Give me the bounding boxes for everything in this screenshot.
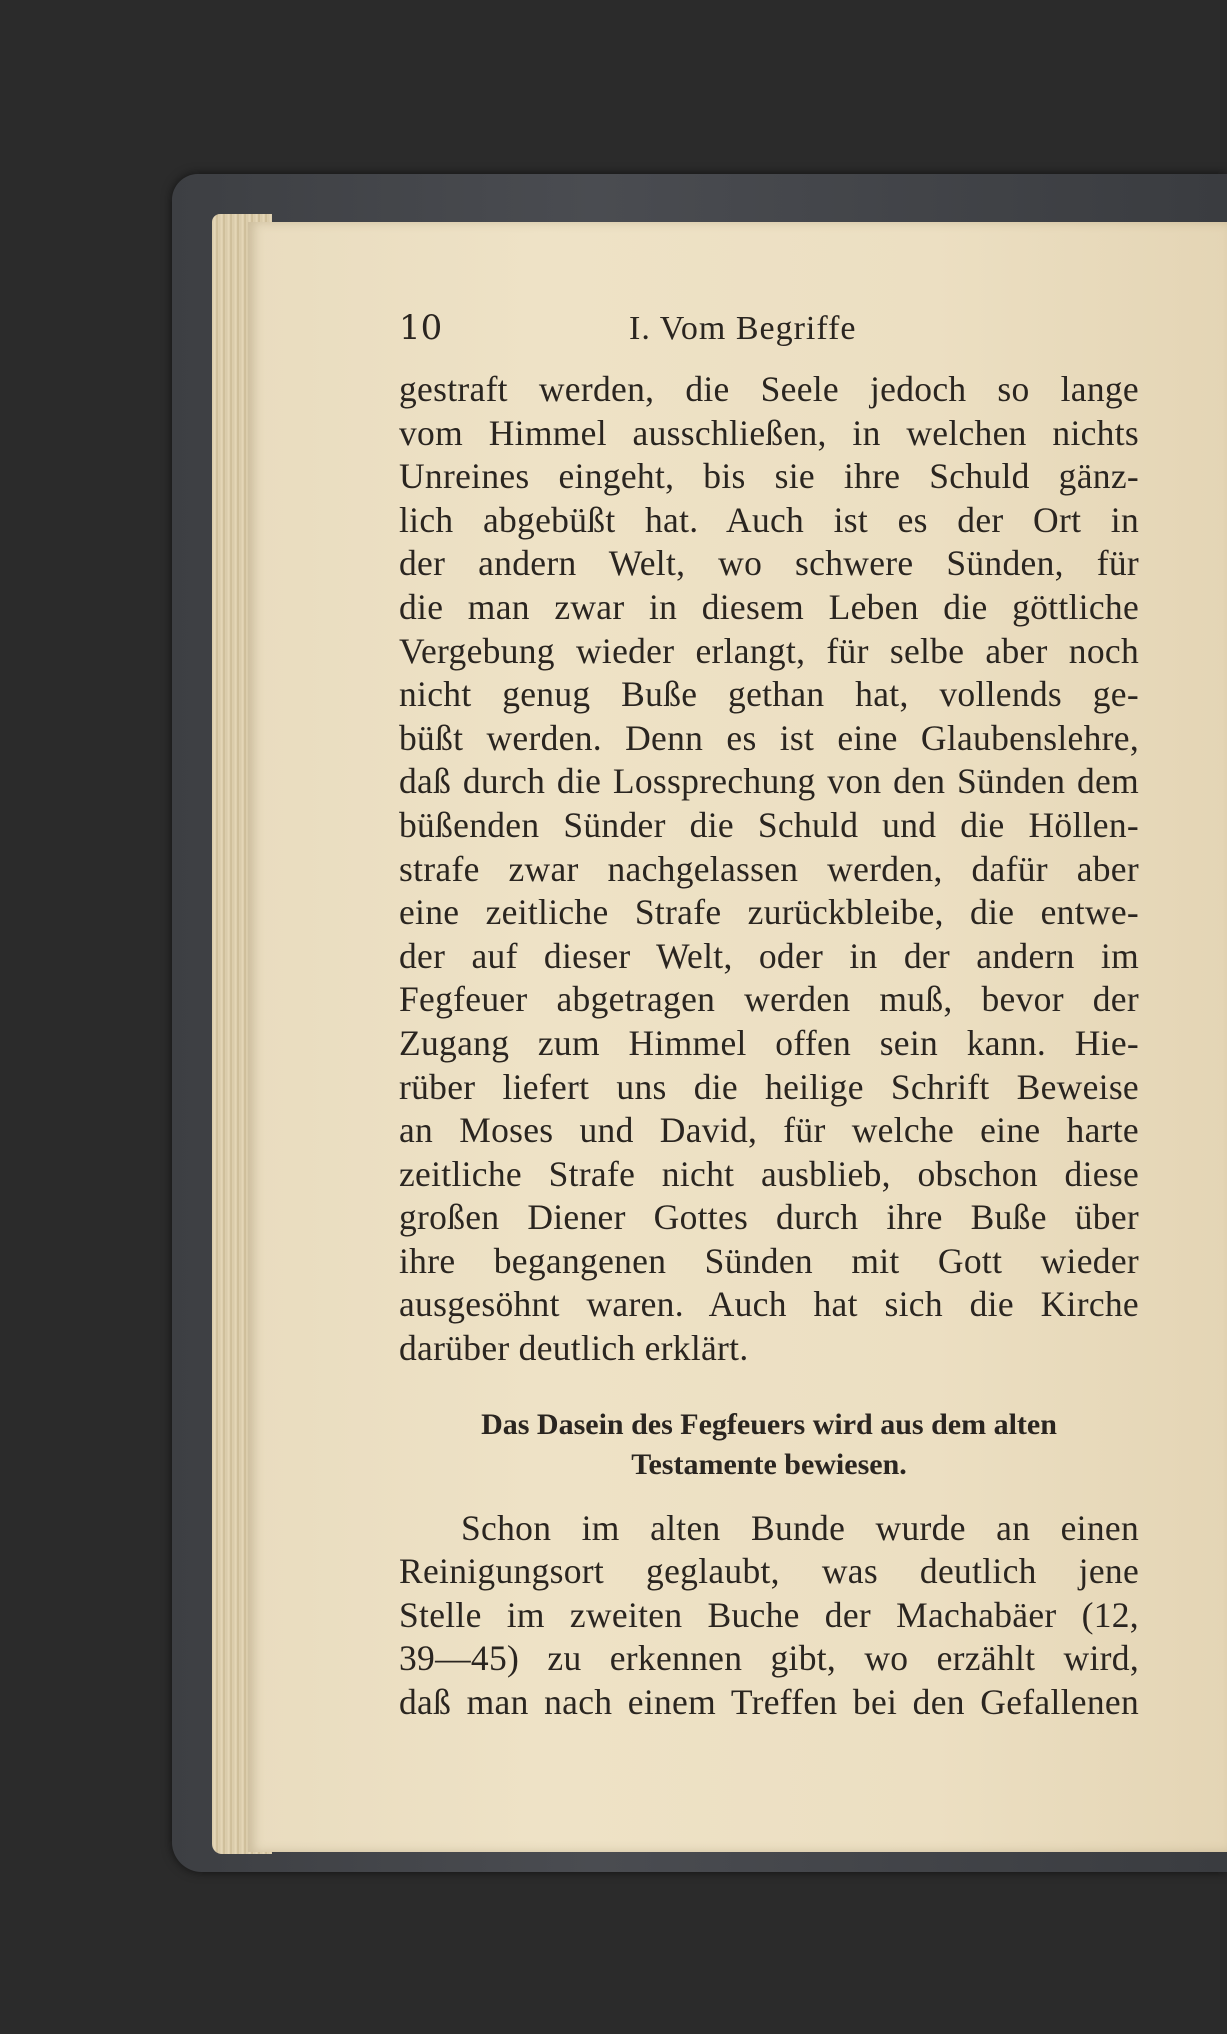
text-line: vom Himmel ausschließen, in welchen nichts	[399, 412, 1139, 453]
text-line: Schon im alten Bunde wurde an einen	[461, 1507, 1139, 1548]
text-line: an Moses und David, für welche eine harte	[399, 1110, 1139, 1151]
text-line: Zugang zum Himmel offen sein kann. Hie-	[399, 1022, 1139, 1063]
text-line: die man zwar in diesem Leben die göttliche	[399, 586, 1139, 627]
text-line: daß durch die Lossprechung von den Sünden dem	[399, 761, 1139, 802]
text-line: lich abgebüßt hat. Auch ist es der Ort in	[399, 499, 1139, 540]
text-line: strafe zwar nachgelassen werden, dafür aber	[399, 848, 1139, 889]
text-line: großen Diener Gottes durch ihre Buße über	[399, 1197, 1139, 1238]
section-heading-line: Das Dasein des Fegfeuers wird aus dem alten	[481, 1407, 1057, 1441]
text-line: der andern Welt, wo schwere Sünden, für	[399, 543, 1139, 584]
section-heading-line: Testamente bewiesen.	[631, 1447, 907, 1481]
running-head	[399, 308, 1139, 368]
text-line: gestraft werden, die Seele jedoch so lange	[399, 369, 1139, 409]
text-line: rüber liefert uns die heilige Schrift Beweise	[399, 1066, 1139, 1107]
paragraph-1	[399, 368, 1139, 1371]
running-title: I. Vom Begriffe	[629, 310, 857, 347]
text-line: darüber deutlich erklärt.	[399, 1328, 749, 1369]
text-line: daß man nach einem Treffen bei den Gefallenen	[399, 1682, 1139, 1723]
book-page	[248, 222, 1227, 1852]
text-line: Reinigungsort geglaubt, was deutlich jene	[399, 1551, 1139, 1592]
text-line: Stelle im zweiten Buche der Machabäer (12,	[399, 1594, 1139, 1635]
section-heading	[399, 1405, 1139, 1485]
page-content	[399, 308, 1139, 1725]
text-line: Unreines eingeht, bis sie ihre Schuld gänz-	[399, 456, 1139, 497]
text-line: eine zeitliche Strafe zurückbleibe, die entwe-	[399, 892, 1139, 933]
text-line: büßt werden. Denn es ist eine Glaubenslehre,	[399, 717, 1139, 758]
text-line: zeitliche Strafe nicht ausblieb, obschon diese	[399, 1153, 1139, 1194]
text-line: ausgesöhnt waren. Auch hat sich die Kirche	[399, 1284, 1139, 1325]
paragraph-2	[399, 1507, 1139, 1725]
text-line: Fegfeuer abgetragen werden muß, bevor der	[399, 979, 1139, 1020]
text-line: ihre begangenen Sünden mit Gott wieder	[399, 1240, 1139, 1281]
text-line: nicht genug Buße gethan hat, vollends ge-	[399, 674, 1139, 715]
text-line: Vergebung wieder erlangt, für selbe aber noch	[399, 630, 1139, 671]
text-line: büßenden Sünder die Schuld und die Höllen-	[399, 804, 1139, 845]
text-line: 39—45) zu erkennen gibt, wo erzählt wird,	[399, 1638, 1139, 1679]
text-line: der auf dieser Welt, oder in der andern im	[399, 935, 1139, 976]
page-number: 10	[399, 308, 443, 348]
